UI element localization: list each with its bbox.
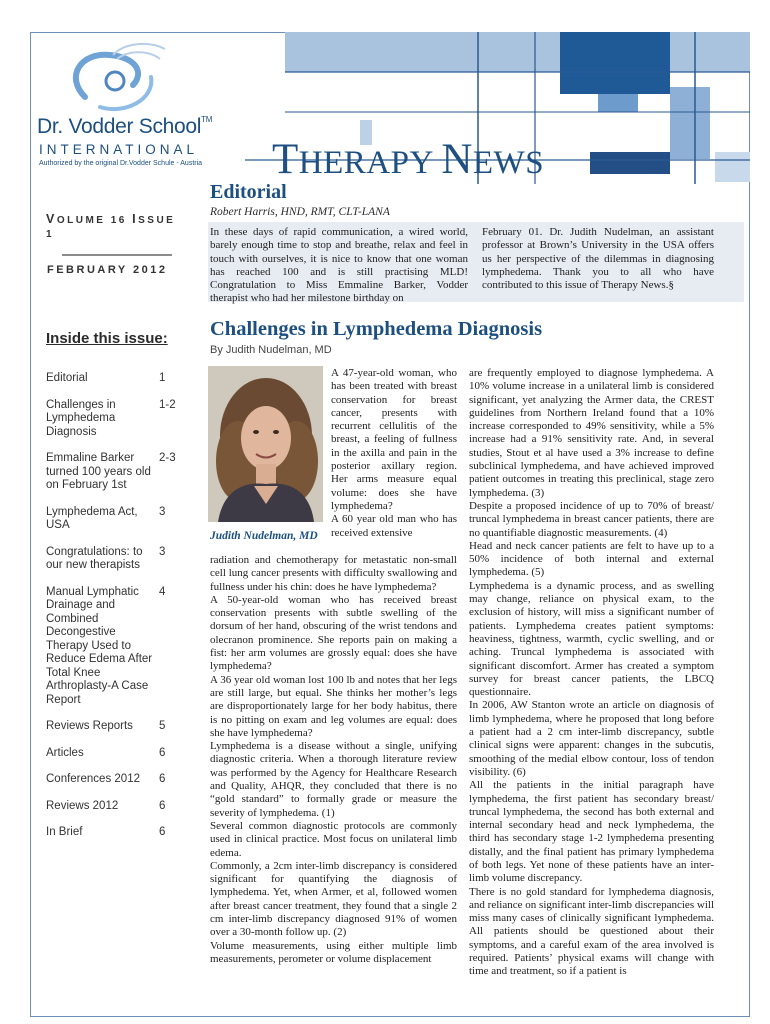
toc-item [46, 720, 196, 734]
toc-item-label: Editorial [46, 372, 88, 384]
toc-item-page: 6 [159, 799, 166, 812]
article-paragraph: In 2006, AW Stanton wrote an article on diagnosis of limb lymphedema, where he proposed that long before a patient had a 2 cm inter-limb discrepancy, subtle clinical signs were apparent: changes in the subcutis, smoothing of the medial elbow contour, loss of tendon visibility. (6) [469, 699, 714, 778]
toc-item-page: 3 [159, 505, 166, 518]
article-byline: By Judith Nudelman, MD [210, 344, 332, 356]
editorial-author: Robert Harris, HND, RMT, CLT-LANA [210, 206, 390, 218]
article-paragraph: A 60 year old man who has received extensive [331, 513, 457, 539]
toc-item-label: Lymphedema Act, USA [46, 505, 138, 531]
issue-info [38, 212, 188, 276]
inside-heading: Inside this issue: [46, 330, 168, 347]
article-paragraph: A 47-year-old woman, who has been treated with breast conservation for breast cancer, presents with recurrent cellulitis of the breast, a feeling of fullness in the axilla and pain in the posterior axillary region. Her arms measure equal volume: does she have lymphedema? [331, 367, 457, 512]
toc-item-page: 5 [159, 720, 166, 732]
toc-item-label: Conferences 2012 [46, 773, 140, 785]
article-paragraph: All the patients in the initial paragraph have lymphedema, the first patient has secondary breast/ truncal lymphedema, the second has both external and internal secondary head and neck lymphedema, the third has secondary stage 1-2 lymphedema presenting distally, and the final patient has primary lymphedema of both legs. Yet none of these patients have an inter-limb volume discrepancy. [469, 779, 714, 885]
article-paragraph: radiation and chemotherapy for metastatic non-small cell lung cancer presents with difficulty swallowing and fullness under his chin: does he have lymphedema? [210, 554, 457, 593]
issue-date: FEBRUARY 2012 [47, 264, 168, 276]
toc-item-page: 3 [159, 545, 166, 558]
toc-item-label: Reviews Reports [46, 720, 133, 732]
article-paragraph: Commonly, a 2cm inter-limb discrepancy is considered significant for quantifying the diagnosis of lymphedema. Yet, when Armer, et al, followed women after breast cancer treatment, they found that a single 2 cm inter-limb discrepancy diagnosed 91% of women over a 30-month follow up. (2) [210, 859, 457, 939]
article-main-column [210, 554, 457, 966]
toc-item-label: In Brief [46, 826, 83, 838]
toc-item [46, 372, 196, 386]
toc-item [46, 800, 196, 814]
school-name: Dr. Vodder School™ [37, 115, 213, 138]
portrait-image [208, 366, 323, 522]
toc-item-label: Congratulations: to our new therapists [46, 545, 143, 571]
toc-item [46, 506, 196, 533]
school-authorization: Authorized by the original Dr.Vodder Schule - Austria [39, 160, 203, 167]
toc-item [46, 452, 196, 493]
article-paragraph: Despite a proposed incidence of up to 70% of breast/ truncal lymphedema in breast cancer patients, there are no quantifiable diagnostic measurements. (4) [469, 499, 714, 539]
school-subtitle: INTERNATIONAL [39, 142, 199, 157]
editorial-column-2: February 01. Dr. Judith Nudelman, an assistant professor at Brown’s University in the USA offers us her perspective of the dilemmas in diagnosing lymphedema. Thank you to all who have contributed to this issue of Therapy News.§ [482, 226, 714, 292]
sidebar-divider [62, 254, 172, 256]
hands-swirl-icon [55, 37, 175, 117]
toc-item [46, 399, 196, 440]
editorial-heading: Editorial [210, 181, 287, 203]
toc-item-page: 1-2 [159, 398, 176, 411]
newsletter-title: THERAPY NEWS [272, 136, 545, 183]
article-heading: Challenges in Lymphedema Diagnosis [210, 318, 543, 340]
toc-item-label: Manual Lymphatic Drainage and Combined Decongestive Therapy Used to Reduce Edema After Total Knee Arthroplasty-A Case Report [46, 585, 153, 706]
toc-item-page: 1 [159, 372, 166, 384]
article-paragraph: A 50-year-old woman who has received breast conservation presents with subtle swelling of the dorsum of her hand, obscuring of the wrist tendons and olecranon prominence. She reports pain on making a fist: her arm volumes are grossly equal: does she have lymphedema? [210, 593, 457, 673]
masthead [30, 32, 750, 184]
article-paragraph: Several common diagnostic protocols are commonly used in clinical practice. Most focus on unilateral limb edema. [210, 819, 457, 859]
toc-item [46, 586, 196, 708]
toc-item-page: 6 [159, 826, 166, 838]
toc-item-label: Emmaline Barker turned 100 years old on February 1st [46, 452, 151, 491]
school-logo [33, 32, 223, 182]
toc-item-page: 6 [159, 746, 166, 759]
toc-item-label: Challenges in Lymphedema Diagnosis [46, 398, 116, 438]
toc-item-page: 6 [159, 773, 166, 785]
table-of-contents [46, 372, 196, 853]
photo-caption: Judith Nudelman, MD [210, 530, 318, 542]
article-paragraph: Head and neck cancer patients are felt to have up to a 50% incidence of both internal and external lymphedema. (5) [469, 539, 714, 579]
toc-item [46, 826, 196, 840]
article-right-column [469, 367, 714, 979]
editorial-column-1: In these days of rapid communication, a wired world, barely enough time to stop and breathe, relax and feel in touch with ourselves, it is nice to know that one woman has reached 100 and is still practising MLD! Congratulation to Miss Emmaline Barker, Vodder therapist who had her milestone birthday on [210, 226, 468, 305]
author-photo [208, 366, 323, 522]
article-paragraph: Lymphedema is a disease without a single, unifying diagnostic criteria. When a thorough literature review was performed by the Agency for Healthcare Research and Quality, AHQR, they concluded that there is no “gold standard” to formally grade or measure the severity of lymphedema. (1) [210, 740, 457, 819]
toc-item-label: Reviews 2012 [46, 799, 119, 812]
article-paragraph: Volume measurements, using either multiple limb measurements, perometer or volume displacement [210, 939, 457, 965]
article-wrap-column [331, 367, 457, 540]
article-paragraph: are frequently employed to diagnose lymphedema. A 10% volume increase in a unilateral limb is considered significant, yet analyzing the Armer data, the CREST guidelines from Northern Ireland found that a 10% increase corresponded to 49% sensitivity, while a 5% increase had a 91% sensitivity rate. And, in several studies, Stout et al have used a 3% increase to define subclinical lymphedema, and have achieved improved patient outcomes in treating this preclinical, stage zero lymphedema. (3) [469, 367, 714, 499]
toc-item [46, 546, 196, 573]
article-paragraph: Lymphedema is a dynamic process, and as swelling may change, reliance on physical exam, to the exclusion of history, will miss a significant number of patients. Lymphedema creates patient symptoms: heaviness, tightness, warmth, cyclic swelling, and or aching. Truncal lymphedema is associated with significant discomfort. Armer has created a symptom survey for breast cancer patients, the LBCQ questionnaire. [469, 579, 714, 699]
article-paragraph: A 36 year old woman lost 100 lb and notes that her legs are still large, but equal. She thinks her mother’s legs are disproportionately large for her body habitus, there is no pitting on exam and leg volumes are equal: does she have lymphedema? [210, 673, 457, 739]
toc-item-page: 2-3 [159, 452, 176, 464]
toc-item-page: 4 [159, 585, 166, 598]
volume-issue: VOLUME 16 ISSUE 1 [46, 212, 176, 240]
toc-item [46, 747, 196, 761]
toc-item [46, 773, 196, 787]
toc-item-label: Articles [46, 746, 84, 759]
article-paragraph: There is no gold standard for lymphedema diagnosis, and reliance on significant inter-limb discrepancies will miss many cases of clinically significant lymphedema. All patients should be questioned about their symptoms, and a careful exam of the area involved is required. Patients’ physical exams will change with time and treatment, so if a patient is [469, 885, 714, 978]
